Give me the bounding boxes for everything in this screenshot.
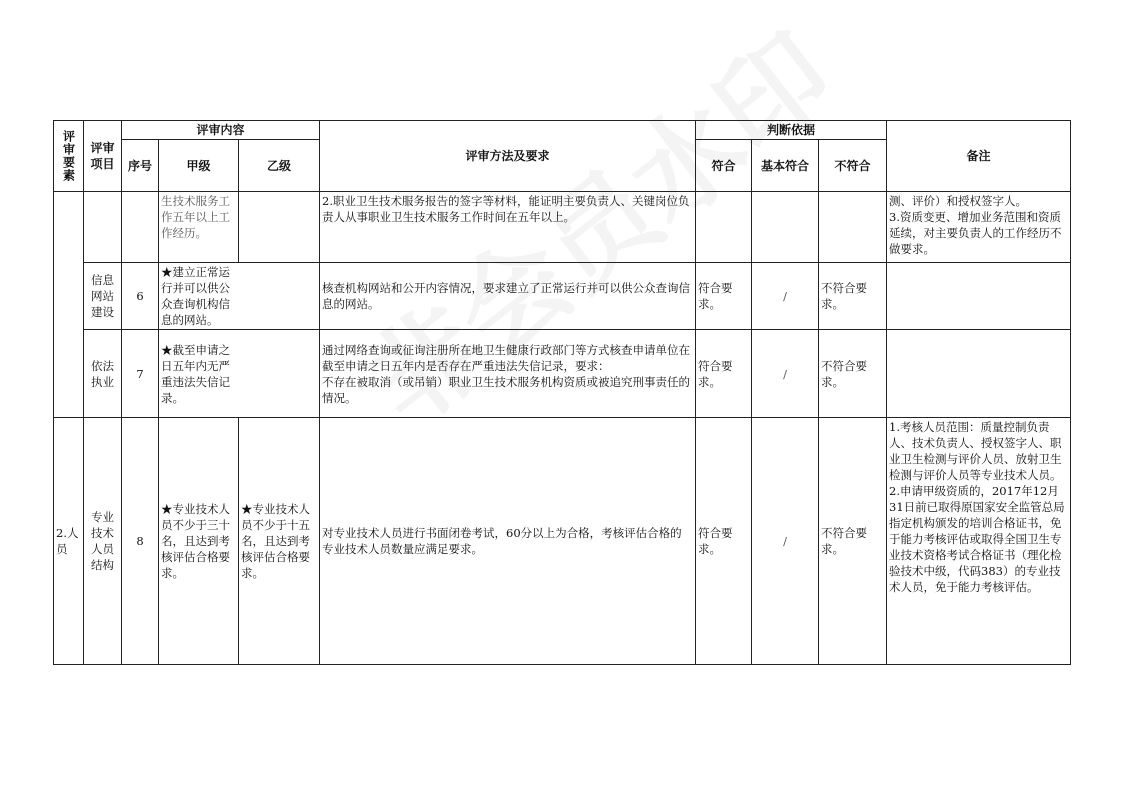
item-cell: 信息网站建设 [84, 263, 122, 330]
basic-conform-cell [752, 192, 819, 263]
item-cell: 专业技术人员结构 [84, 418, 122, 665]
not-conform-cell: 不符合要求。 [819, 330, 887, 418]
header-not-conform: 不符合 [819, 140, 887, 192]
header-basic-conform: 基本符合 [752, 140, 819, 192]
item-cell [84, 192, 122, 263]
remarks-cell [887, 263, 1071, 330]
method-cell: 对专业技术人员进行书面闭卷考试，60分以上为合格，考核评估合格的专业技术人员数量应满足要求。 [320, 418, 696, 665]
header-method: 评审方法及要求 [320, 121, 696, 192]
header-grade-b: 乙级 [239, 140, 320, 192]
conform-cell: 符合要求。 [696, 330, 752, 418]
seq-cell: 7 [122, 330, 159, 418]
table-row [54, 418, 1071, 665]
seq-cell: 8 [122, 418, 159, 665]
grade-a-cell: ★建立正常运行并可以供公众查询机构信息的网站。 [159, 263, 320, 330]
header-conform: 符合 [696, 140, 752, 192]
header-item: 评审项目 [84, 121, 122, 192]
basic-conform-cell: / [752, 263, 819, 330]
seq-cell [122, 192, 159, 263]
not-conform-cell: 不符合要求。 [819, 263, 887, 330]
header-element: 评审要素 [54, 121, 84, 192]
grade-b-cell [239, 192, 320, 263]
header-grade-a: 甲级 [159, 140, 239, 192]
table-row [54, 192, 1071, 263]
basic-conform-cell: / [752, 418, 819, 665]
review-table [53, 120, 1071, 665]
header-remarks: 备注 [887, 121, 1071, 192]
element-cell [54, 192, 84, 418]
grade-b-cell: ★专业技术人员不少于十五名，且达到考核评估合格要求。 [239, 418, 320, 665]
seq-cell: 6 [122, 263, 159, 330]
conform-cell: 符合要求。 [696, 418, 752, 665]
method-cell: 2.职业卫生技术服务报告的签字等材料，能证明主要负责人、关键岗位负责人从事职业卫生技术服务工作时间在五年以上。 [320, 192, 696, 263]
not-conform-cell [819, 192, 887, 263]
conform-cell [696, 192, 752, 263]
remarks-cell [887, 330, 1071, 418]
remarks-cell: 测、评价）和授权签字人。 3.资质变更、增加业务范围和资质延续，对主要负责人的工作经历不做要求。 [887, 192, 1071, 263]
method-cell: 核查机构网站和公开内容情况，要求建立了正常运行并可以供公众查询信息的网站。 [320, 263, 696, 330]
header-content: 评审内容 [122, 121, 320, 140]
not-conform-cell: 不符合要求。 [819, 418, 887, 665]
element-cell: 2.人员 [54, 418, 84, 665]
grade-a-cell: ★专业技术人员不少于三十名，且达到考核评估合格要求。 [159, 418, 239, 665]
method-cell: 通过网络查询或征询注册所在地卫生健康行政部门等方式核查申请单位在截至申请之日五年内是否存在严重违法失信记录，要求： 不存在被取消（或吊销）职业卫生技术服务机构资质或被追究刑事责任的情况。 [320, 330, 696, 418]
remarks-cell: 1.考核人员范围：质量控制负责人、技术负责人、授权签字人、职业卫生检测与评价人员、放射卫生检测与评价人员等专业技术人员。 2.申请甲级资质的，2017年12月31日前已取得原国家安全监管总局指定机构颁发的培训合格证书，免于能力考核评估或取得全国卫生专业技术资格考试合格证书（理化检验技术中级，代码383）的专业技术人员，免于能力考核评估。 [887, 418, 1071, 665]
table-row [54, 330, 1071, 418]
grade-a-cell: ★截至申请之日五年内无严重违法失信记录。 [159, 330, 320, 418]
header-seq: 序号 [122, 140, 159, 192]
basic-conform-cell: / [752, 330, 819, 418]
conform-cell: 符合要求。 [696, 263, 752, 330]
item-cell: 依法执业 [84, 330, 122, 418]
grade-a-cell: 生技术服务工作五年以上工作经历。 [159, 192, 239, 263]
header-basis: 判断依据 [696, 121, 887, 140]
table-row [54, 263, 1071, 330]
